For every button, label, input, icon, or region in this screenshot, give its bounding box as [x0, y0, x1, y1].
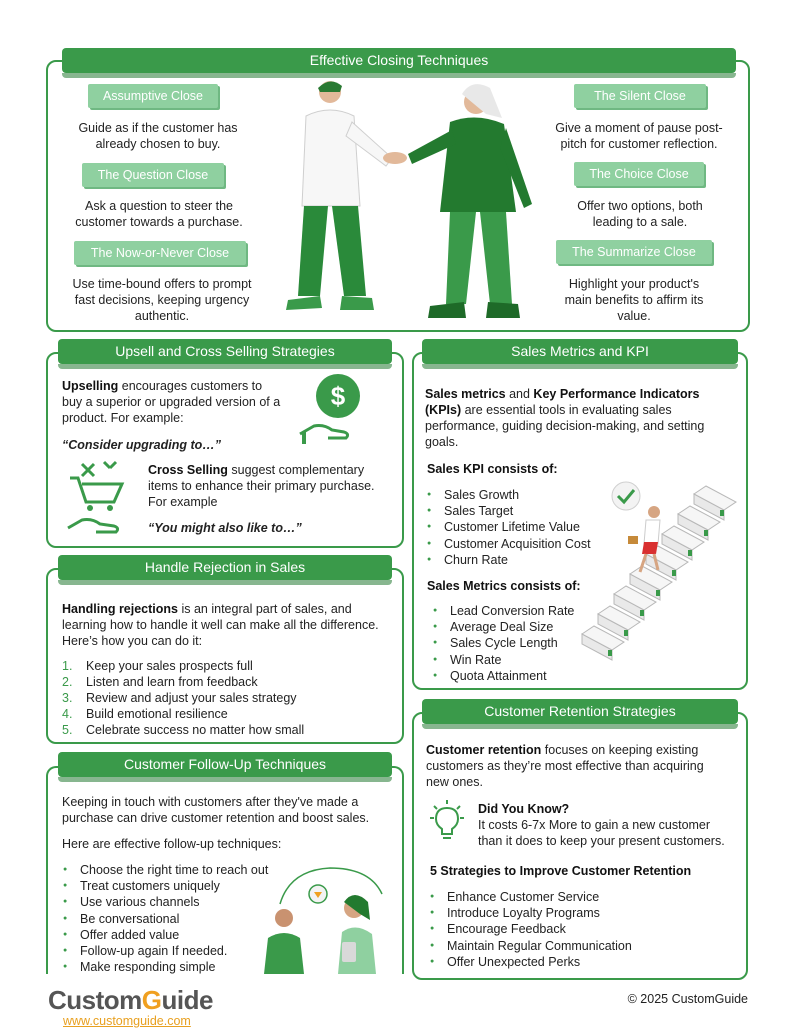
list-item: ● Be conversational — [62, 911, 282, 927]
strategies-heading: 5 Strategies to Improve Customer Retention — [430, 864, 692, 878]
list-item: ● Introduce Loyalty Programs — [429, 905, 649, 921]
desc-now-or-never-close: Use time-bound offers to prompt fast decisions, keeping urgency authentic. — [72, 277, 252, 323]
list-item: ● Sales Cycle Length — [432, 635, 592, 651]
list-item: ● Customer Acquisition Cost — [426, 536, 606, 552]
list-item: ● Use various channels — [62, 894, 282, 910]
upsell-title: Upsell and Cross Selling Strategies — [58, 339, 392, 364]
customguide-logo: CustomGuide — [48, 985, 213, 1015]
metrics-intro: Sales metrics and Key Performance Indicators (KPIs) are essential tools in evaluating sales performance, guiding decision-making, and setting goals. — [425, 387, 705, 449]
svg-text:$: $ — [330, 381, 346, 411]
metrics-title: Sales Metrics and KPI — [422, 339, 738, 364]
followup-list — [62, 862, 282, 975]
pill-assumptive-close: Assumptive Close — [88, 84, 218, 108]
desc-assumptive-close: Guide as if the customer has already chosen to buy. — [78, 121, 238, 151]
list-item: ● Encourage Feedback — [429, 921, 649, 937]
did-you-know-text: It costs 6-7x More to gain a new customer than it does to keep your present customers. — [478, 818, 725, 848]
list-item: ● Offer added value — [62, 927, 282, 943]
list-item: ● Treat customers uniquely — [62, 878, 282, 894]
retention-intro: Customer retention focuses on keeping existing customers as they’re most effective than acquiring new ones. — [426, 743, 704, 789]
handshake-illustration — [280, 78, 540, 326]
metrics-list — [432, 603, 592, 684]
list-item: 2. Listen and learn from feedback — [62, 675, 258, 689]
pill-choice-close: The Choice Close — [574, 162, 704, 186]
rejection-intro: Handling rejections is an integral part of sales, and learning how to handle it well can make all the difference. Here’s how you can do it: — [62, 602, 379, 648]
list-item: ● Choose the right time to reach out — [62, 862, 282, 878]
rejection-title: Handle Rejection in Sales — [58, 555, 392, 580]
desc-summarize-close: Highlight your product's main benefits to affirm its value. — [564, 277, 704, 323]
kpi-heading: Sales KPI consists of: — [427, 462, 558, 476]
list-item: 1. Keep your sales prospects full — [62, 659, 253, 673]
list-item: ● Make responding simple — [62, 959, 282, 975]
strategies-list — [429, 889, 649, 970]
followup-intro: Keeping in touch with customers after they've made a purchase can drive customer retention and boost sales. — [62, 795, 370, 825]
list-item: ● Sales Target — [426, 503, 606, 519]
closing-title: Effective Closing Techniques — [62, 48, 736, 73]
list-item: ● Maintain Regular Communication — [429, 938, 649, 954]
pill-question-close: The Question Close — [82, 163, 224, 187]
pill-silent-close: The Silent Close — [574, 84, 706, 108]
metrics-heading: Sales Metrics consists of: — [427, 579, 581, 593]
list-item: 5. Celebrate success no matter how small — [62, 723, 305, 737]
did-you-know-title: Did You Know? — [478, 802, 570, 816]
dollar-coin-icon — [298, 372, 362, 448]
list-item: ● Offer Unexpected Perks — [429, 954, 649, 970]
list-item: ● Quota Attainment — [432, 668, 592, 684]
list-item: ● Customer Lifetime Value — [426, 519, 606, 535]
desc-silent-close: Give a moment of pause post-pitch for customer reflection. — [555, 121, 723, 151]
list-item: ● Follow-up again If needed. — [62, 943, 282, 959]
list-item: 4. Build emotional resilience — [62, 707, 228, 721]
followup-title: Customer Follow-Up Techniques — [58, 752, 392, 777]
retention-title: Customer Retention Strategies — [422, 699, 738, 724]
pill-now-or-never-close: The Now-or-Never Close — [74, 241, 246, 265]
list-item: ● Churn Rate — [426, 552, 606, 568]
list-item: ● Average Deal Size — [432, 619, 592, 635]
desc-choice-close: Offer two options, both leading to a sale. — [577, 199, 703, 229]
pill-summarize-close: The Summarize Close — [556, 240, 712, 264]
desc-question-close: Ask a question to steer the customer towards a purchase. — [75, 199, 243, 229]
lightbulb-icon — [424, 798, 470, 844]
followup-sub: Here are effective follow-up techniques: — [62, 837, 282, 851]
list-item: 3. Review and adjust your sales strategy — [62, 691, 297, 705]
rejection-steps — [62, 658, 394, 738]
cross-sell-paragraph: Cross Selling suggest complementary items to enhance their primary purchase. For example — [148, 463, 375, 509]
list-item: ● Win Rate — [432, 652, 592, 668]
copyright-text: © 2025 CustomGuide — [627, 992, 748, 1006]
website-link[interactable]: www.customguide.com — [63, 1014, 191, 1028]
success-stairs-illustration — [572, 474, 742, 666]
cross-sell-quote: “You might also like to…” — [148, 521, 302, 535]
list-item: ● Enhance Customer Service — [429, 889, 649, 905]
list-item: ● Lead Conversion Rate — [432, 603, 592, 619]
shopping-cart-icon — [64, 458, 136, 538]
people-connecting-illustration — [250, 858, 398, 974]
upsell-quote: “Consider upgrading to…” — [62, 438, 222, 452]
list-item: ● Sales Growth — [426, 487, 606, 503]
upsell-paragraph: Upselling encourages customers to buy a superior or upgraded version of a product. For example: — [62, 379, 281, 425]
